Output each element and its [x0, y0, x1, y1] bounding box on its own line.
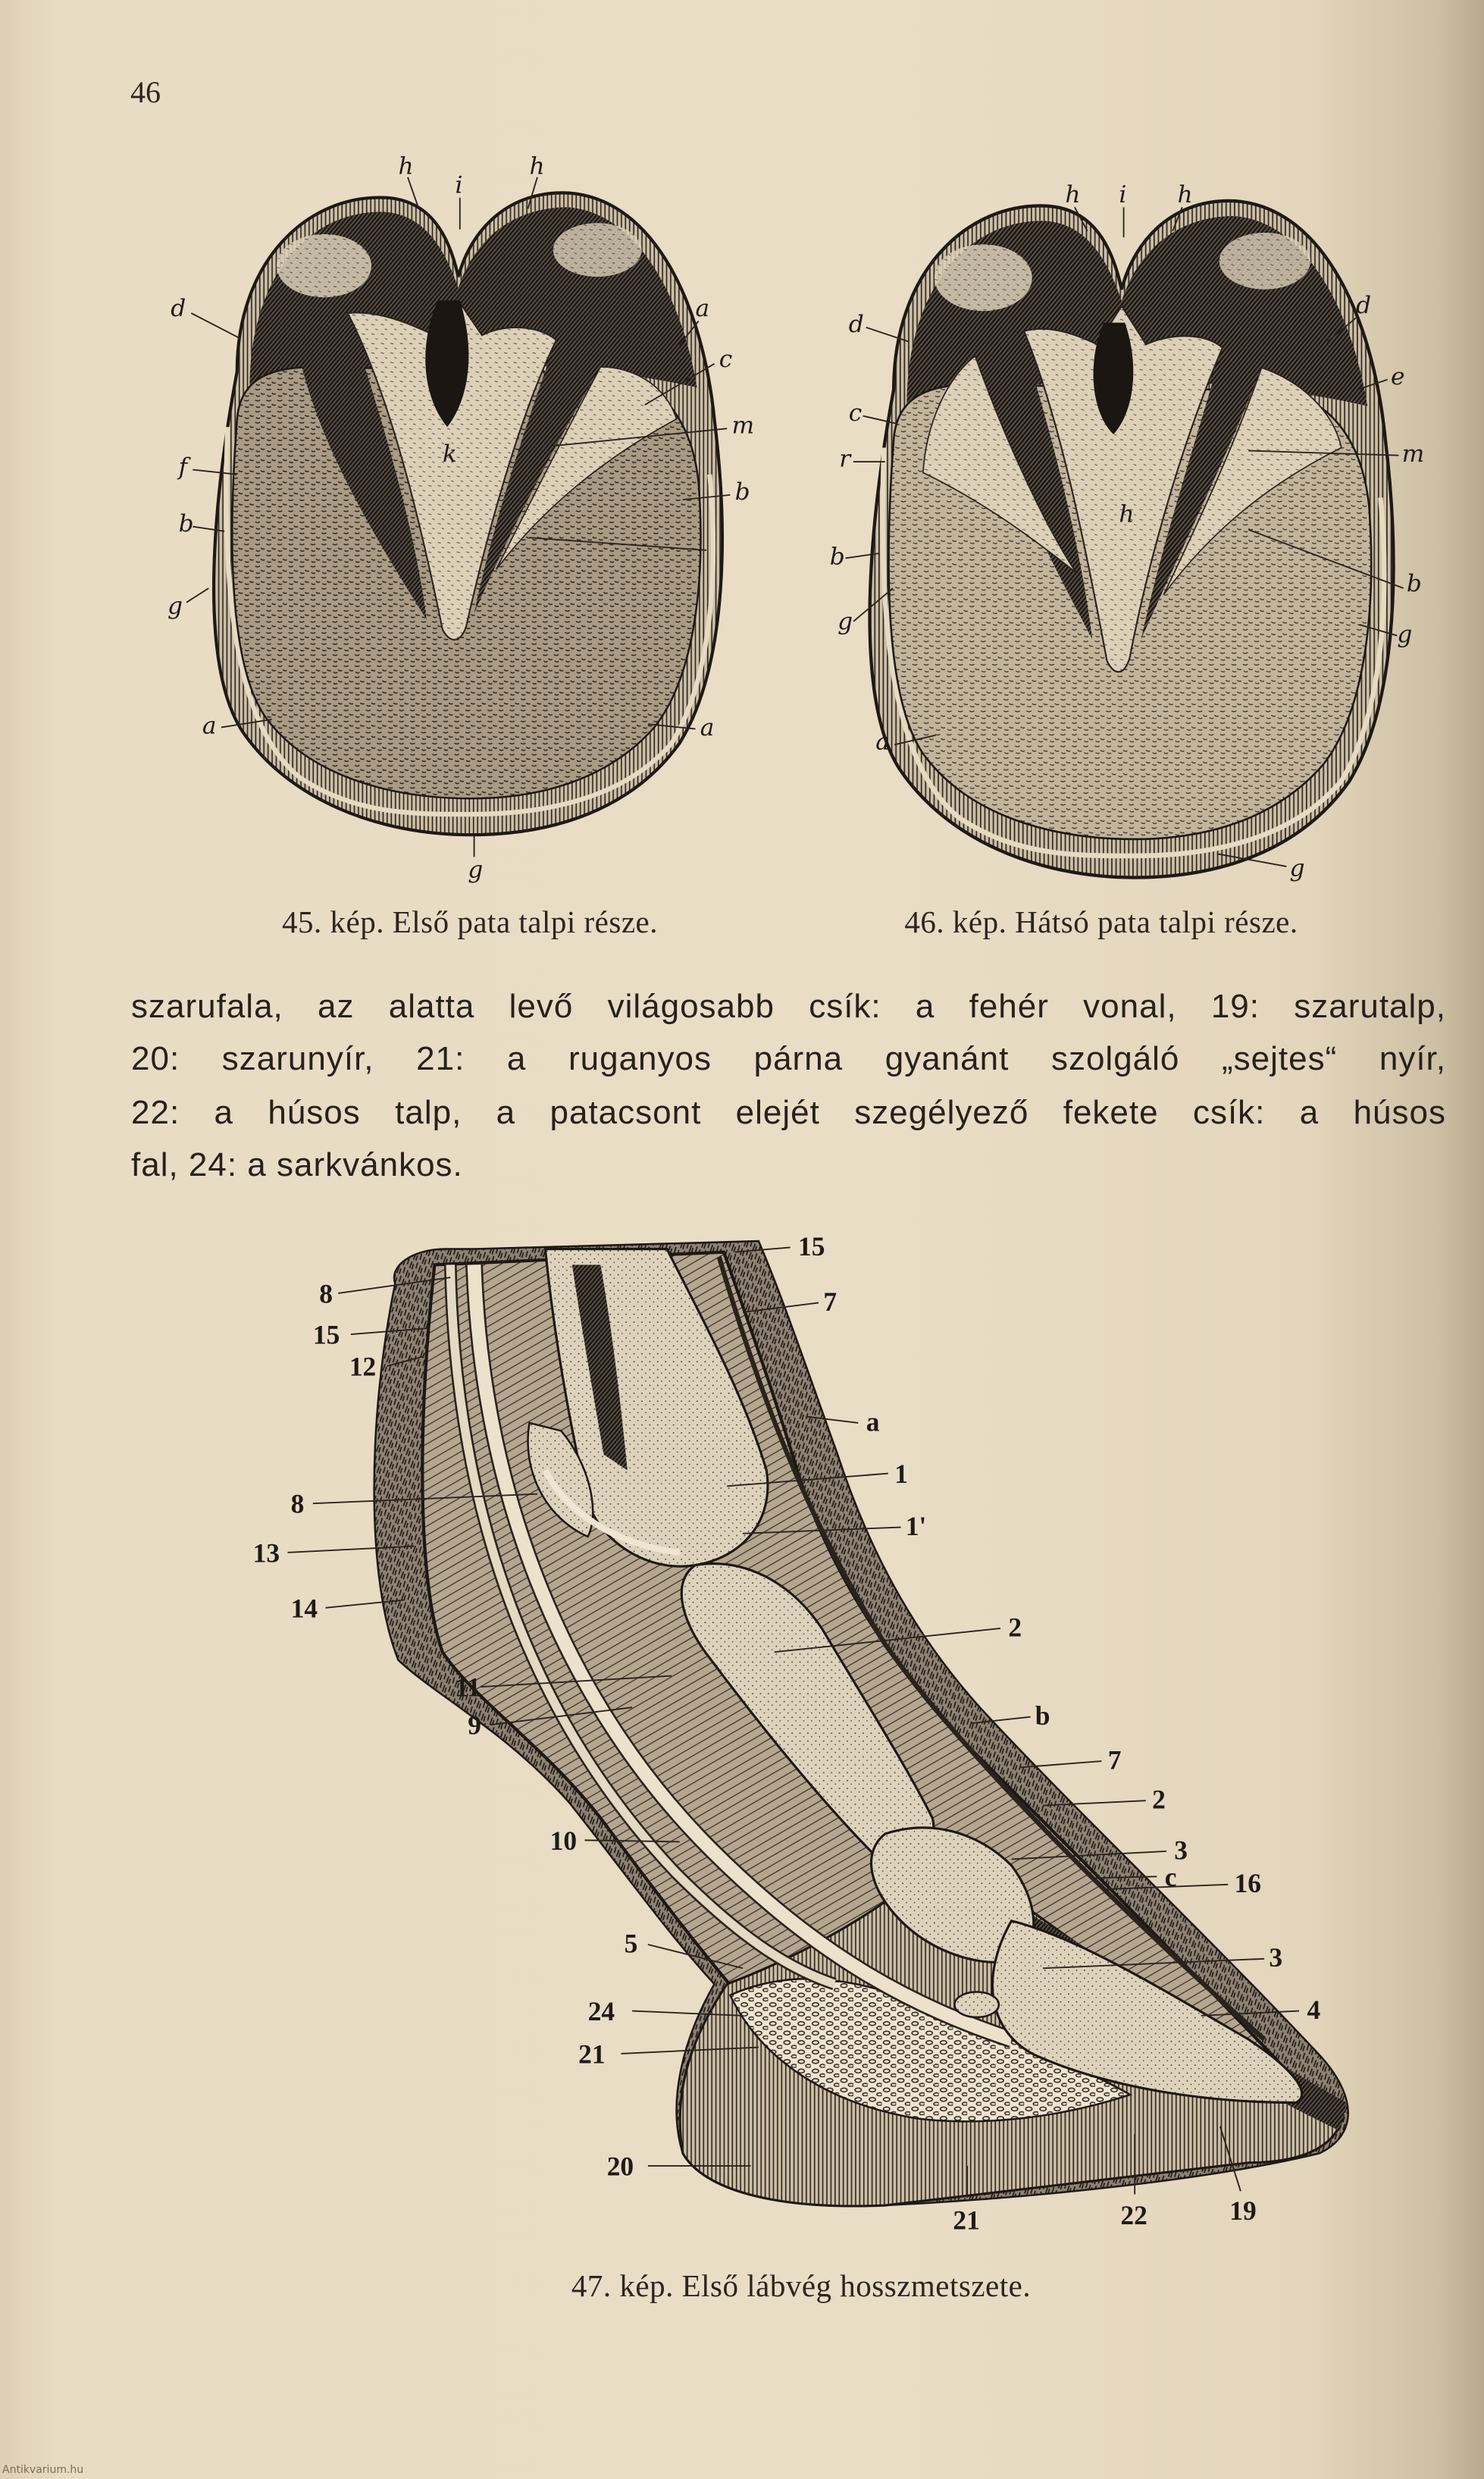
figure-46-label: h — [1177, 181, 1193, 209]
figure-47-label: 12 — [349, 1351, 377, 1382]
figure-45-label: k — [442, 440, 457, 469]
figure-47-label: 21 — [953, 2205, 980, 2236]
figure-47-label: 13 — [252, 1537, 280, 1569]
figure-45-label: b — [734, 478, 750, 506]
figure-47-label: 2 — [1008, 1612, 1022, 1643]
figure-47-label: 11 — [455, 1672, 481, 1703]
figure-47-label: 1' — [905, 1510, 927, 1541]
watermark: Antikvarium.hu — [2, 2464, 84, 2476]
figure-46-label: g — [1289, 854, 1305, 882]
figure-45-label: i — [455, 171, 463, 199]
figure-47-label: 1 — [894, 1459, 908, 1490]
body-text-line: 22: a húsos talp, a patacsont elejét szegélyező fekete csík: a húsos — [131, 1094, 1446, 1131]
figure-47-label: 9 — [468, 1710, 481, 1741]
figure-45-label: a — [695, 295, 710, 323]
figure-47-label: 15 — [312, 1319, 340, 1350]
figure-46-caption: 46. kép. Hátsó pata talpi része. — [904, 904, 1298, 939]
figure-45-label: g — [468, 856, 484, 884]
figure-45-label: h — [398, 152, 414, 180]
figure-46-label: h — [1119, 500, 1135, 528]
figure-47-label: 2 — [1152, 1784, 1166, 1815]
figure-47-drawing — [253, 1231, 1348, 2235]
figure-46-label: h — [1065, 181, 1081, 209]
figure-47-label: 20 — [606, 2151, 634, 2182]
figure-47-label: 7 — [823, 1286, 837, 1317]
figure-45-label: m — [731, 412, 755, 440]
figure-47-label: 22 — [1120, 2200, 1147, 2231]
figure-47-label: b — [1035, 1700, 1050, 1732]
figure-45-caption: 45. kép. Első pata talpi része. — [282, 904, 658, 939]
figure-46-label: d — [1356, 292, 1372, 320]
figure-45-label: c — [719, 345, 733, 373]
body-text-line: 20: szarunyír, 21: a ruganyos párna gyanánt szolgáló „sejtes“ nyír, — [131, 1040, 1446, 1077]
figure-46-label: c — [848, 399, 863, 427]
figure-47-label: 24 — [587, 1996, 615, 2027]
figure-47-label: 15 — [798, 1230, 825, 1261]
figure-47-label: 8 — [290, 1488, 305, 1519]
figure-47-label: 14 — [290, 1593, 318, 1624]
figure-47-label: 10 — [549, 1825, 578, 1856]
body-text-line: fal, 24: a sarkvánkos. — [131, 1146, 463, 1183]
figure-46-label: b — [1406, 570, 1422, 598]
figure-46-label: a — [875, 728, 890, 756]
figure-47-label: 3 — [1174, 1835, 1188, 1866]
figure-45-label: a — [700, 713, 715, 741]
figure-46-label: g — [837, 608, 853, 636]
figure-45-label: h — [529, 152, 545, 180]
figure-47-label: 21 — [578, 2039, 606, 2070]
figure-47-label: 4 — [1307, 1995, 1321, 2026]
figure-46-label: e — [1390, 362, 1405, 390]
figure-45-label: d — [171, 295, 186, 323]
figure-46-label: g — [1397, 620, 1413, 648]
figure-46-drawing — [830, 181, 1424, 882]
figure-45-label: g — [167, 592, 183, 620]
figure-47-label: 7 — [1107, 1744, 1122, 1775]
figure-46-label: i — [1119, 181, 1127, 209]
figure-45-label: a — [202, 712, 217, 740]
figure-45-label: f — [178, 453, 188, 481]
figure-46-label: r — [839, 445, 851, 473]
figure-47-label: 8 — [319, 1278, 333, 1309]
figure-45-label: b — [178, 509, 194, 537]
figure-47-caption: 47. kép. Első lábvég hosszmetszete. — [571, 2268, 1032, 2303]
figure-47-label: 5 — [624, 1928, 638, 1959]
figure-47-label: 16 — [1234, 1868, 1261, 1899]
body-text-line: szarufala, az alatta levő világosabb csík: a fehér vonal, 19: szarutalp, — [131, 988, 1446, 1025]
navicular-bone — [954, 1992, 998, 2017]
figure-47-label: c — [1164, 1861, 1177, 1892]
figure-46-label: b — [829, 543, 845, 571]
hoof-46 — [870, 201, 1394, 878]
figure-46-label: d — [848, 311, 864, 339]
figure-46-label: m — [1401, 440, 1425, 469]
figure-45-drawing — [167, 153, 754, 884]
figure-47-label: 3 — [1269, 1942, 1283, 1973]
page-number: 46 — [130, 75, 161, 109]
figure-47-label: a — [866, 1406, 880, 1437]
figure-47-label: 19 — [1229, 2195, 1257, 2226]
